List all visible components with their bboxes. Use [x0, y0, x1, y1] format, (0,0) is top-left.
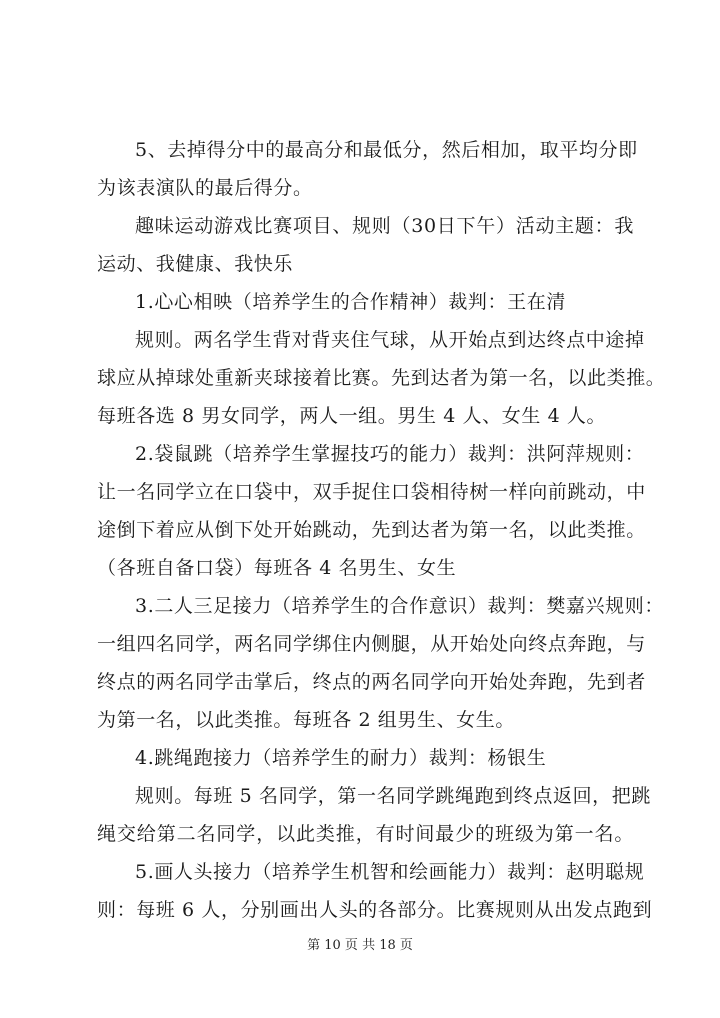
- text-line: 规则。两名学生背对背夹住气球，从开始点到达终点中途掉: [135, 329, 645, 351]
- text-line: 规则。每班 5 名同学，第一名同学跳绳跑到终点返回，把跳: [135, 785, 651, 807]
- section-heading: 2.袋鼠跳（培养学生掌握技巧的能力）裁判：洪阿萍规则：: [135, 443, 645, 465]
- text-line: 一组四名同学，两名同学绑住内侧腿，从开始处向终点奔跑，与: [97, 633, 646, 655]
- page-number: 第 10 页 共 18 页: [307, 938, 413, 953]
- text-line: （各班自备口袋）每班各 4 名男生、女生: [97, 557, 457, 579]
- text-line: 绳交给第二名同学，以此类推，有时间最少的班级为第一名。: [97, 823, 634, 845]
- text-line: 5、去掉得分中的最高分和最低分，然后相加，取平均分即: [135, 139, 638, 161]
- text-line: 则：每班 6 人，分别画出人头的各部分。比赛规则从出发点跑到: [97, 899, 653, 921]
- text-line: 每班各选 8 男女同学，两人一组。男生 4 人、女生 4 人。: [97, 405, 607, 427]
- section-heading: 5.画人头接力（培养学生机智和绘画能力）裁判：赵明聪规: [135, 861, 645, 883]
- text-line: 让一名同学立在口袋中，双手捉住口袋相待树一样向前跳动，中: [97, 481, 646, 503]
- text-line: 运动、我健康、我快乐: [97, 253, 294, 275]
- text-line: 为第一名，以此类推。每班各 2 组男生、女生。: [97, 709, 515, 731]
- text-line: 趣味运动游戏比赛项目、规则（30日下午）活动主题：我: [135, 215, 634, 237]
- section-heading: 4.跳绳跑接力（培养学生的耐力）裁判：杨银生: [135, 747, 547, 769]
- section-heading: 3.二人三足接力（培养学生的合作意识）裁判：樊嘉兴规则：: [135, 595, 664, 617]
- text-line: 终点的两名同学击掌后，终点的两名同学向开始处奔跑，先到者: [97, 671, 646, 693]
- section-heading: 1.心心相映（培养学生的合作精神）裁判：王在清: [135, 291, 566, 313]
- text-line: 球应从掉球处重新夹球接着比赛。先到达者为第一名，以此类推。: [97, 367, 666, 389]
- text-line: 为该表演队的最后得分。: [97, 177, 313, 199]
- text-line: 途倒下着应从倒下处开始跳动，先到达者为第一名，以此类推。: [97, 519, 646, 541]
